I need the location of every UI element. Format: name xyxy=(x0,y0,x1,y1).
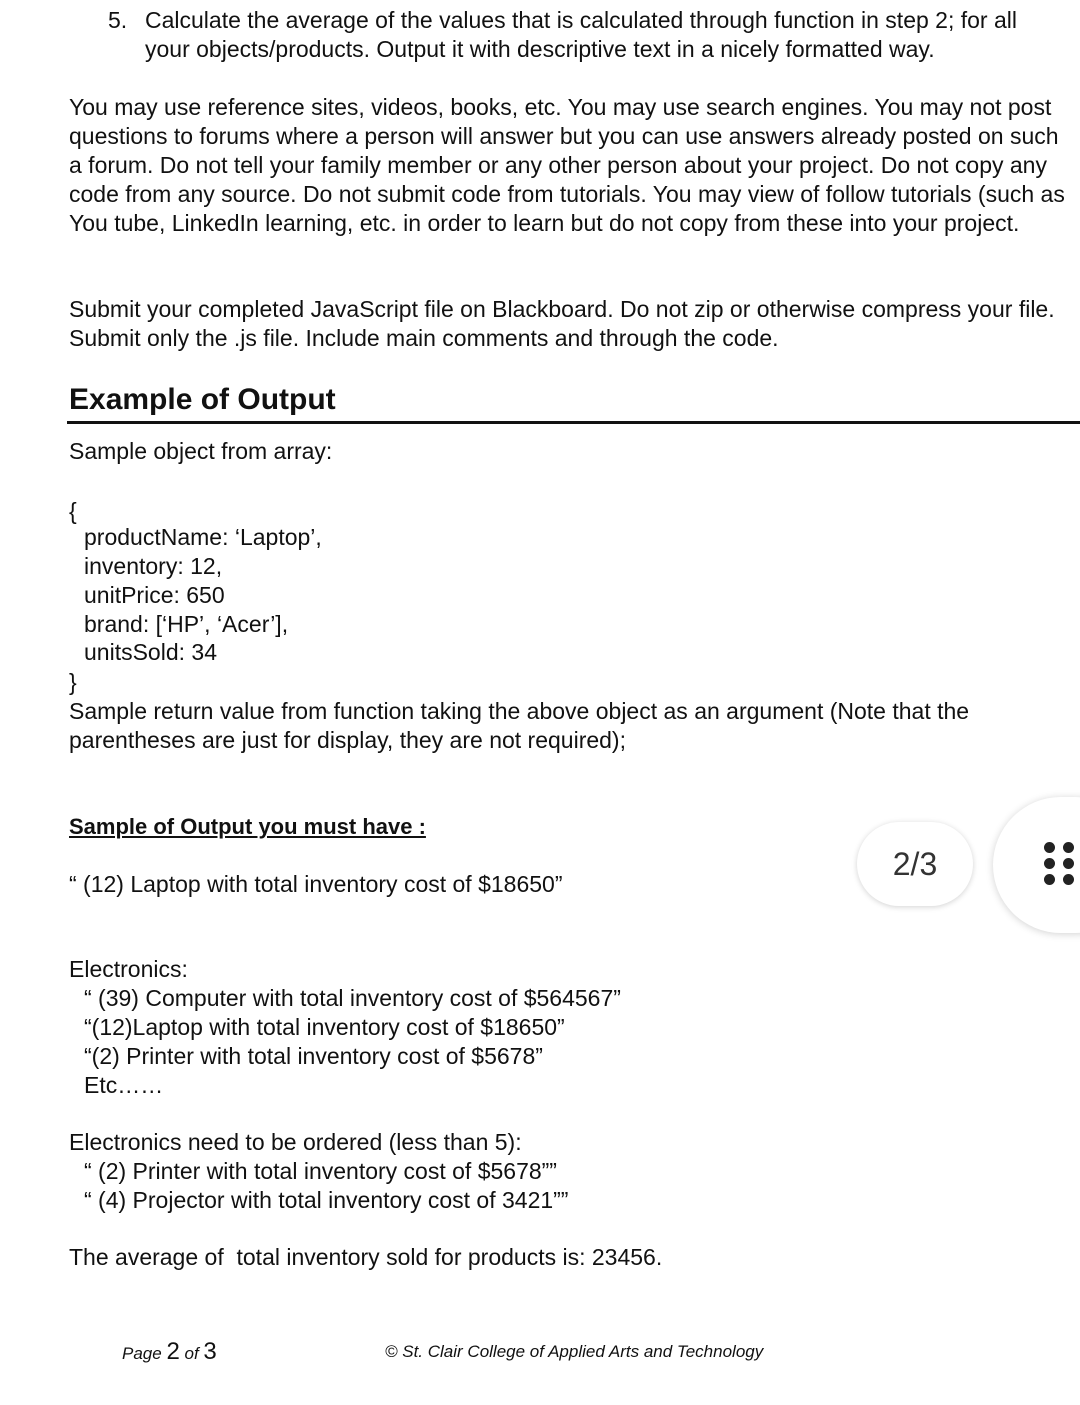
list-item-text: Calculate the average of the values that is calculated through function in step 2; for all your objects/products. Output it with descriptive text in a nicely formatted way. xyxy=(145,7,1017,62)
output-list-item: “ (39) Computer with total inventory cost of $564567” xyxy=(84,985,621,1011)
page-number-footer xyxy=(122,1337,217,1369)
output-title: Sample of Output you must have : xyxy=(69,814,426,839)
more-options-button[interactable] xyxy=(993,797,1080,933)
copyright-footer: © St. Clair College of Applied Arts and Technology xyxy=(385,1342,764,1361)
reorder-list-item: “ (2) Printer with total inventory cost of $5678”” xyxy=(84,1158,557,1184)
page-indicator-badge[interactable]: 2/3 xyxy=(857,822,973,906)
heading-rule xyxy=(67,421,1080,424)
reorder-label: Electronics need to be ordered (less than 5): xyxy=(69,1129,522,1155)
code-line: brand: [‘HP’, ‘Acer’], xyxy=(84,611,289,637)
page-prefix: Page xyxy=(122,1344,167,1363)
return-label-cont: parentheses are just for display, they are not required); xyxy=(69,727,626,753)
code-line: unitPrice: 650 xyxy=(84,582,225,608)
output-list-item: “(12)Laptop with total inventory cost of $18650” xyxy=(84,1014,565,1040)
reorder-list-item: “ (4) Projector with total inventory cost of 3421”” xyxy=(84,1187,569,1213)
code-line: inventory: 12, xyxy=(84,553,223,579)
list-item-step-5 xyxy=(108,6,1058,64)
code-line: productName: ‘Laptop’, xyxy=(84,524,322,550)
sample-object-label: Sample object from array: xyxy=(69,438,333,464)
more-dots-icon xyxy=(1044,842,1074,886)
section-heading: Example of Output xyxy=(69,383,336,416)
average-line: The average of total inventory sold for products is: 23456. xyxy=(69,1244,663,1270)
resources-paragraph: You may use reference sites, videos, books, etc. You may use search engines. You may not post questions to forums where a person will answer but you can use answers already posted on such a forum. Do not tell your family member or any other person about your project. Do not copy any code from any source. Do not submit code from tutorials. You may view of follow tutorials (such as You tube, LinkedIn learning, etc. in order to learn but do not copy from these into your project. xyxy=(69,94,1065,236)
output-list-item: “(2) Printer with total inventory cost of $5678” xyxy=(84,1043,543,1069)
return-label: Sample return value from function taking the above object as an argument (Note that the xyxy=(69,698,970,724)
list-number: 5. xyxy=(108,7,128,33)
submit-paragraph: Submit your completed JavaScript file on Blackboard. Do not zip or otherwise compress your file. Submit only the .js file. Include main comments and through the code. xyxy=(69,296,1055,351)
code-line: unitsSold: 34 xyxy=(84,639,217,665)
code-line: } xyxy=(69,669,77,695)
code-line: { xyxy=(69,498,77,524)
page-total: 3 xyxy=(203,1338,217,1365)
electronics-label: Electronics: xyxy=(69,956,188,982)
single-output-line: “ (12) Laptop with total inventory cost of $18650” xyxy=(69,871,563,897)
page-of: of xyxy=(179,1344,204,1363)
page-current: 2 xyxy=(166,1338,180,1365)
output-list-item: Etc…… xyxy=(84,1072,164,1098)
